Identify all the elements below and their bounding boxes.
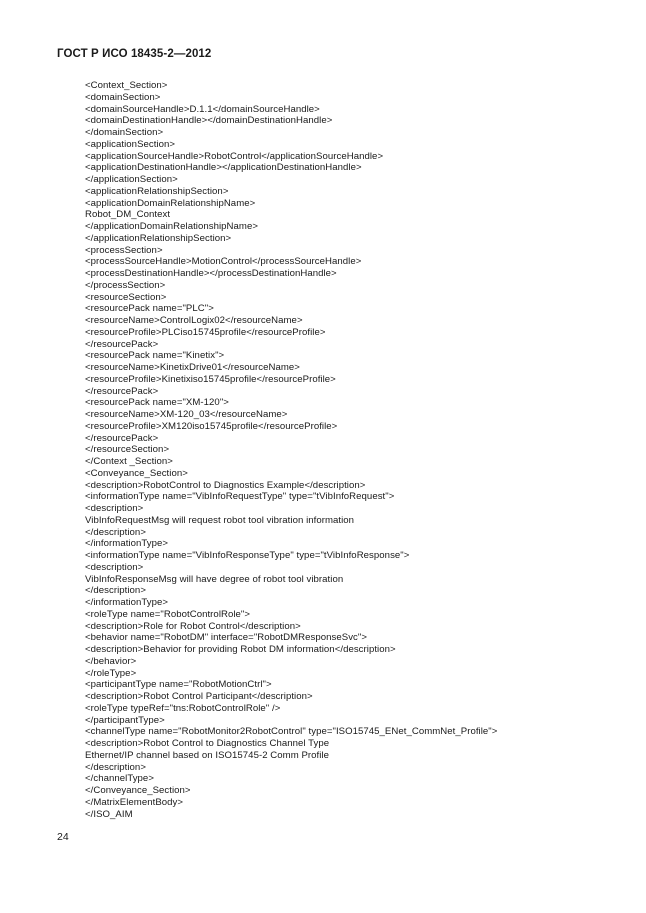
code-line: <resourcePack name="XM-120">: [85, 397, 229, 409]
code-line: </description>: [85, 526, 146, 538]
code-line: </resourcePack>: [85, 338, 159, 350]
code-line: <description>Behavior for providing Robot DM information</description>: [85, 644, 396, 655]
code-line: <resourceProfile>Kinetixiso15745profile</resourceProfile>: [85, 373, 336, 385]
code-line: </resourcePack>: [85, 385, 159, 397]
code-line: </Conveyance_Section>: [85, 785, 191, 796]
code-line: </roleType>: [85, 667, 137, 679]
code-line: VibInfoRequestMsg will request robot tool vibration information: [85, 514, 355, 526]
code-line: </applicationRelationshipSection>: [85, 232, 232, 244]
code-line: </MatrixElementBody>: [85, 796, 184, 808]
code-line: </informationType>: [85, 597, 169, 608]
code-line: <description>Role for Robot Control</description>: [85, 620, 301, 632]
code-line: <informationType name="VibInfoResponseType" type="tVibInfoResponse">: [85, 550, 410, 561]
code-line: <channelType name="RobotMonitor2RobotControl" type="ISO15745_ENet_CommNet_Profile">: [85, 726, 498, 738]
xml-code-block: [85, 80, 625, 820]
code-line: <domainDestinationHandle></domainDestinationHandle>: [85, 115, 333, 127]
code-line: </domainSection>: [85, 127, 164, 138]
code-line: <resourceName>XM-120_03</resourceName>: [85, 409, 288, 420]
code-line: <description>Robot Control Participant</description>: [85, 691, 313, 702]
code-line: <roleType typeRef="tns:RobotControlRole" />: [85, 702, 281, 714]
code-line: </informationType>: [85, 538, 169, 550]
code-line: </resourceSection>: [85, 444, 170, 456]
code-line: <processSection>: [85, 244, 163, 256]
code-line: </description>: [85, 761, 146, 773]
document-header: ГОСТ Р ИСО 18435-2—2012: [57, 48, 212, 60]
page-number: 24: [57, 831, 69, 843]
code-line: <applicationDestinationHandle></applicationDestinationHandle>: [85, 162, 362, 174]
code-line: </applicationDomainRelationshipName>: [85, 221, 258, 232]
code-line: <description>RobotControl to Diagnostics Example</description>: [85, 479, 366, 491]
code-line: <participantType name="RobotMotionCtrl">: [85, 679, 272, 691]
code-line: <applicationRelationshipSection>: [85, 185, 229, 197]
code-line: </resourcePack>: [85, 432, 159, 444]
code-line: </channelType>: [85, 773, 154, 785]
code-line: </description>: [85, 585, 146, 597]
code-line: </ISO_AIM: [85, 808, 133, 820]
code-line: </applicationSection>: [85, 174, 178, 185]
code-line: <description>Robot Control to Diagnostics Channel Type: [85, 738, 330, 749]
code-line: <resourceName>KinetixDrive01</resourceName>: [85, 362, 300, 373]
code-line: <resourceProfile>PLCiso15745profile</resourceProfile>: [85, 326, 326, 338]
code-line: VibInfoResponseMsg will have degree of robot tool vibration: [85, 573, 344, 585]
code-line: </behavior>: [85, 655, 137, 667]
code-line: <description>: [85, 561, 144, 573]
code-line: <informationType name="VibInfoRequestType" type="tVibInfoRequest">: [85, 491, 395, 503]
code-line: </processSection>: [85, 279, 166, 291]
code-line: <applicationSection>: [85, 138, 176, 150]
code-line: <resourcePack name="PLC">: [85, 303, 214, 315]
code-line: <resourcePack name="Kinetix">: [85, 350, 225, 362]
code-line: <applicationDomainRelationshipName>: [85, 197, 256, 209]
code-line: Robot_DM_Context: [85, 209, 171, 221]
code-line: <applicationSourceHandle>RobotControl</applicationSourceHandle>: [85, 150, 384, 162]
code-line: <resourceSection>: [85, 291, 167, 303]
code-line: <processSourceHandle>MotionControl</processSourceHandle>: [85, 256, 362, 268]
code-line: <resourceProfile>XM120iso15745profile</resourceProfile>: [85, 420, 338, 432]
code-line: <domainSourceHandle>D.1.1</domainSourceHandle>: [85, 103, 320, 115]
code-line: </participantType>: [85, 714, 165, 726]
code-line: <resourceName>ControlLogix02</resourceName>: [85, 315, 303, 326]
code-line: <Conveyance_Section>: [85, 467, 188, 479]
code-line: <domainSection>: [85, 91, 161, 103]
code-line: <roleType name="RobotControlRole">: [85, 608, 251, 620]
code-line: <description>: [85, 503, 144, 514]
code-line: <behavior name="RobotDM" interface="RobotDMResponseSvc">: [85, 632, 367, 644]
code-line: </Context _Section>: [85, 456, 173, 467]
code-line: <Context_Section>: [85, 80, 168, 91]
code-line: <processDestinationHandle></processDestinationHandle>: [85, 268, 337, 279]
code-line: Ethernet/IP channel based on ISO15745-2 Comm Profile: [85, 749, 330, 761]
